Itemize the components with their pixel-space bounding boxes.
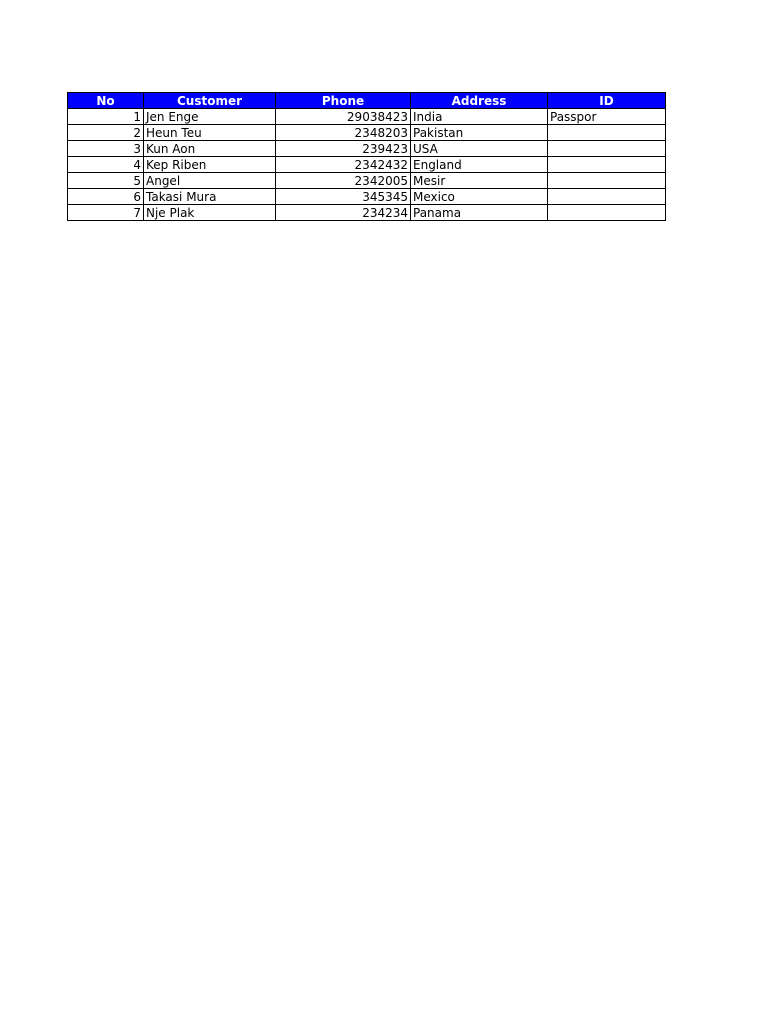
cell-id [548, 173, 666, 189]
cell-id [548, 125, 666, 141]
cell-phone: 2342432 [276, 157, 411, 173]
table-row [68, 189, 666, 205]
customer-table-container [67, 92, 666, 221]
cell-customer: Takasi Mura [144, 189, 276, 205]
cell-id [548, 141, 666, 157]
header-row [68, 93, 666, 109]
cell-customer: Kun Aon [144, 141, 276, 157]
cell-no: 3 [68, 141, 144, 157]
cell-customer: Nje Plak [144, 205, 276, 221]
cell-phone: 2342005 [276, 173, 411, 189]
cell-customer: Angel [144, 173, 276, 189]
header-id: ID [548, 93, 666, 109]
header-address: Address [411, 93, 548, 109]
cell-no: 1 [68, 109, 144, 125]
table-row [68, 205, 666, 221]
cell-no: 2 [68, 125, 144, 141]
cell-no: 5 [68, 173, 144, 189]
header-phone: Phone [276, 93, 411, 109]
cell-address: England [411, 157, 548, 173]
table-row [68, 109, 666, 125]
cell-id [548, 189, 666, 205]
cell-phone: 345345 [276, 189, 411, 205]
cell-address: Mexico [411, 189, 548, 205]
cell-phone: 2348203 [276, 125, 411, 141]
cell-no: 6 [68, 189, 144, 205]
cell-customer: Jen Enge [144, 109, 276, 125]
cell-phone: 29038423 [276, 109, 411, 125]
cell-id [548, 205, 666, 221]
cell-address: Panama [411, 205, 548, 221]
cell-customer: Kep Riben [144, 157, 276, 173]
table-row [68, 141, 666, 157]
cell-address: Mesir [411, 173, 548, 189]
cell-address: India [411, 109, 548, 125]
header-no: No [68, 93, 144, 109]
cell-customer: Heun Teu [144, 125, 276, 141]
table-row [68, 125, 666, 141]
cell-address: USA [411, 141, 548, 157]
table-row [68, 173, 666, 189]
cell-phone: 234234 [276, 205, 411, 221]
customer-table [67, 92, 666, 221]
cell-no: 4 [68, 157, 144, 173]
header-customer: Customer [144, 93, 276, 109]
cell-no: 7 [68, 205, 144, 221]
table-row [68, 157, 666, 173]
cell-phone: 239423 [276, 141, 411, 157]
cell-address: Pakistan [411, 125, 548, 141]
cell-id [548, 157, 666, 173]
cell-id: Passpor [548, 109, 666, 125]
